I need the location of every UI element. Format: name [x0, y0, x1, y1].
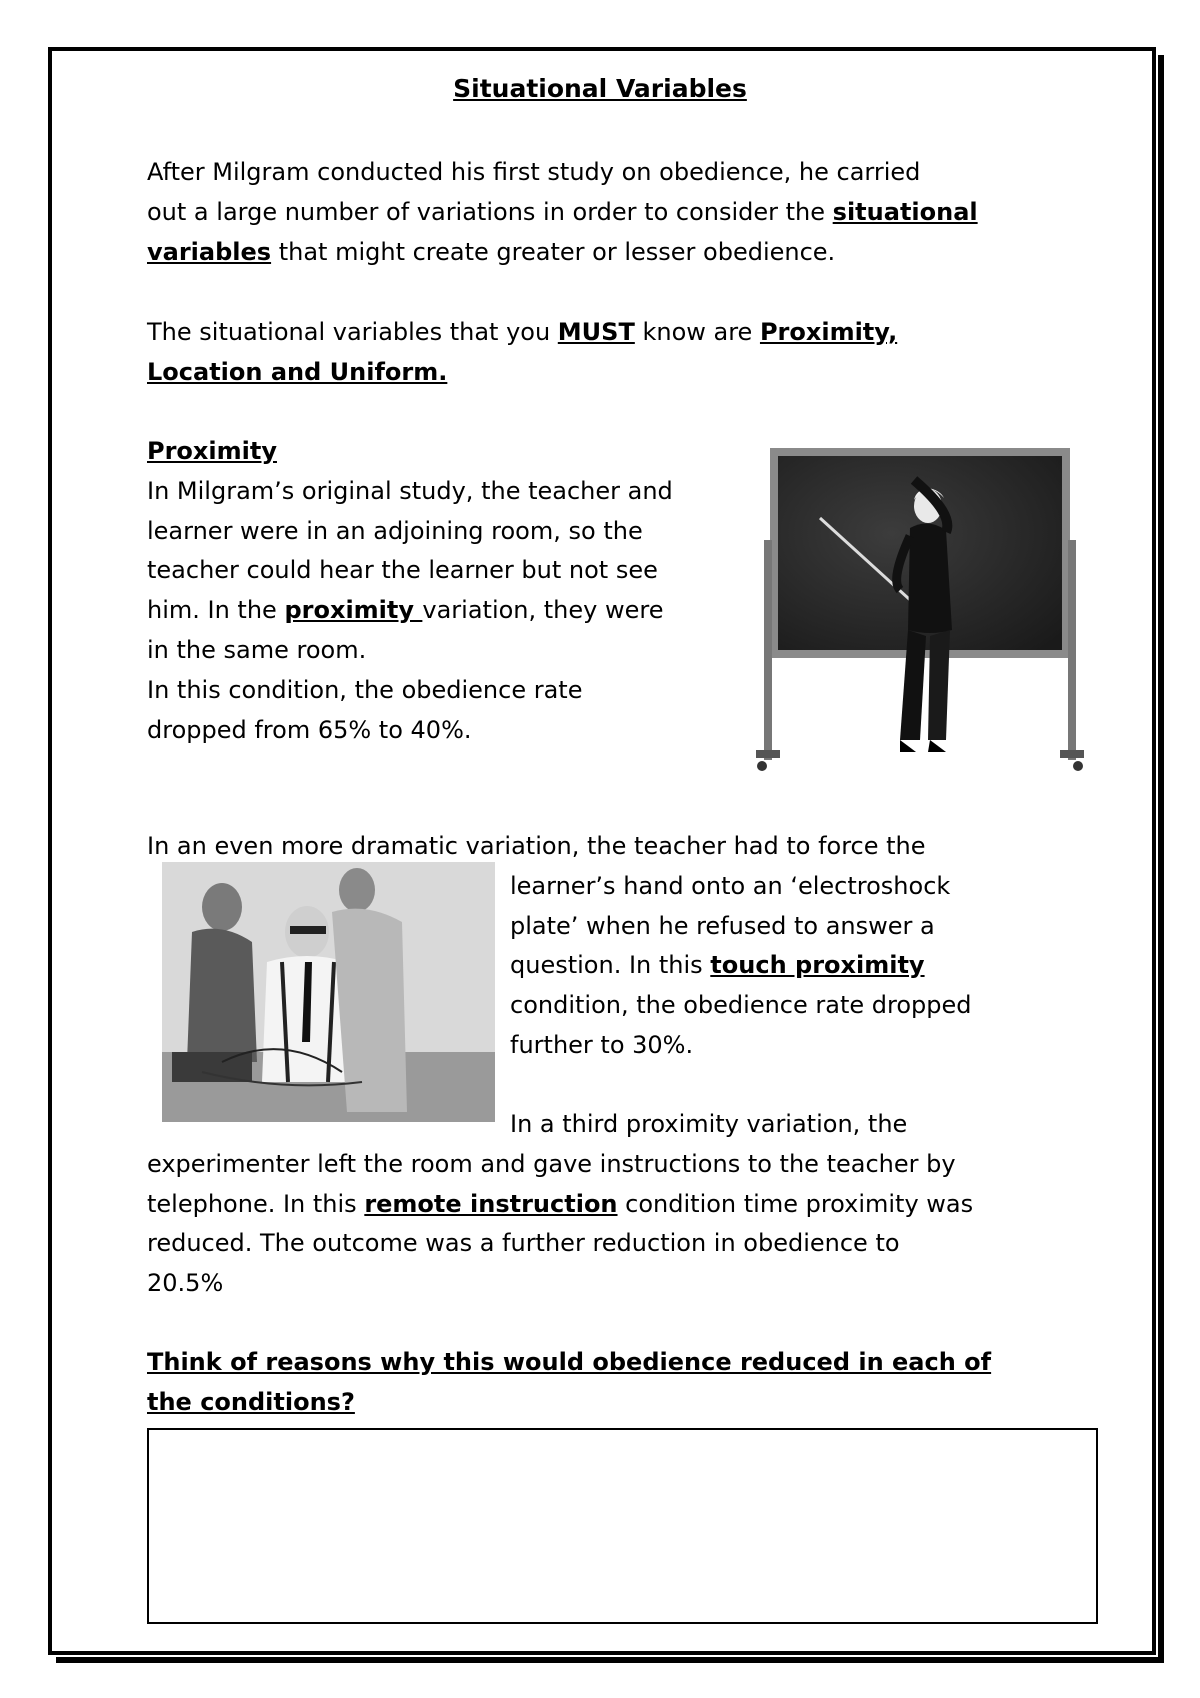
touch-line-1: In an even more dramatic variation, the teacher had to force the: [147, 832, 926, 860]
touch-line-4: question. In this touch proximity: [510, 951, 925, 979]
answer-box[interactable]: [147, 1428, 1098, 1624]
proximity-line-7: dropped from 65% to 40%.: [147, 716, 472, 744]
proximity-line-4: him. In the proximity variation, they were: [147, 596, 664, 624]
remote-line-3: telephone. In this remote instruction condition time proximity was: [147, 1190, 974, 1218]
must-know-line-2: Location and Uniform.: [147, 358, 448, 386]
question-line-2: the conditions?: [147, 1388, 355, 1416]
proximity-line-1: In Milgram’s original study, the teacher and: [147, 477, 673, 505]
teacher-blackboard-photo: [750, 440, 1090, 790]
proximity-line-3: teacher could hear the learner but not see: [147, 556, 658, 584]
touch-line-6: further to 30%.: [510, 1031, 694, 1059]
intro-line-3: variables that might create greater or lesser obedience.: [147, 238, 836, 266]
intro-line-2: out a large number of variations in order to consider the situational: [147, 198, 978, 226]
remote-line-4: reduced. The outcome was a further reduction in obedience to: [147, 1229, 900, 1257]
remote-line-2: experimenter left the room and gave instructions to the teacher by: [147, 1150, 956, 1178]
proximity-heading: Proximity: [147, 437, 277, 465]
remote-line-1: In a third proximity variation, the: [510, 1110, 908, 1138]
touch-line-2: learner’s hand onto an ‘electroshock: [510, 872, 951, 900]
proximity-line-5: in the same room.: [147, 636, 367, 664]
proximity-line-2: learner were in an adjoining room, so the: [147, 517, 643, 545]
question-line-1: Think of reasons why this would obedience reduced in each of: [147, 1348, 992, 1376]
proximity-line-6: In this condition, the obedience rate: [147, 676, 583, 704]
remote-line-5: 20.5%: [147, 1269, 224, 1297]
page-title: Situational Variables: [453, 74, 747, 103]
must-know-line-1: The situational variables that you MUST know are Proximity,: [147, 318, 898, 346]
intro-line-1: After Milgram conducted his first study on obedience, he carried: [147, 158, 921, 186]
touch-line-5: condition, the obedience rate dropped: [510, 991, 972, 1019]
situational-variables-term: situational: [832, 198, 978, 226]
touch-line-3: plate’ when he refused to answer a: [510, 912, 935, 940]
milgram-experiment-photo: [162, 862, 495, 1122]
